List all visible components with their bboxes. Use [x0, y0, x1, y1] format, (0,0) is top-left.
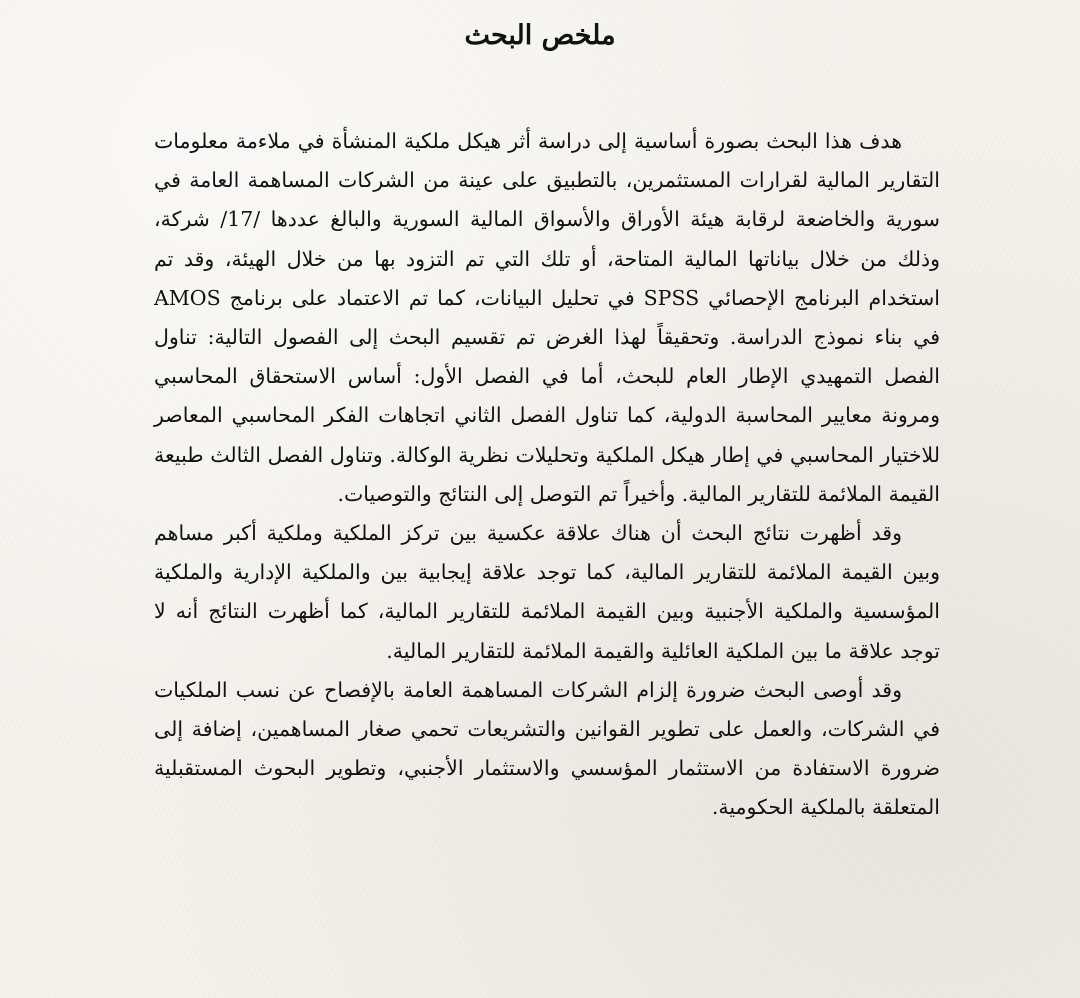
- abstract-paragraph-3: وقد أوصى البحث ضرورة إلزام الشركات المساهمة العامة بالإفصاح عن نسب الملكيات في الشركات، والعمل على تطوير القوانين والتشريعات تحمي صغار المساهمين، إضافة إلى ضرورة الاستفادة من الاستثمار المؤسسي والاستثمار الأجنبي، وتطوير البحوث المستقبلية المتعلقة بالملكية الحكومية.: [154, 677, 940, 820]
- page-title: ملخص البحث: [464, 20, 616, 51]
- abstract-paragraph-1: هدف هذا البحث بصورة أساسية إلى دراسة أثر هيكل ملكية المنشأة في ملاءمة معلومات التقارير المالية لقرارات المستثمرين، بالتطبيق على عينة من الشركات المساهمة العامة في سورية والخاضعة لرقابة هيئة الأوراق والأسواق المالية السورية والبالغ عددها /17/ شركة، وذلك من خلال بياناتها المالية المتاحة، أو تلك التي تم التزود بها من خلال الهيئة، وقد تم استخدام البرنامج الإحصائي SPSS في تحليل البيانات، كما تم الاعتماد على برنامج AMOS في بناء نموذج الدراسة. وتحقيقاً لهذا الغرض تم تقسيم البحث إلى الفصول التالية: تناول الفصل التمهيدي الإطار العام للبحث، أما في الفصل الأول: أساس الاستحقاق المحاسبي ومرونة معايير المحاسبة الدولية، كما تناول الفصل الثاني اتجاهات الفكر المحاسبي المعاصر للاختيار المحاسبي في إطار هيكل الملكية وتحليلات نظرية الوكالة. وتناول الفصل الثالث طبيعة القيمة الملائمة للتقارير المالية. وأخيراً تم التوصل إلى النتائج والتوصيات.: [154, 129, 940, 506]
- abstract-body: [154, 122, 940, 828]
- abstract-paragraph-2: وقد أظهرت نتائج البحث أن هناك علاقة عكسية بين تركز الملكية وملكية أكبر مساهم وبين القيمة الملائمة للتقارير المالية، كما توجد علاقة إيجابية بين والملكية الإدارية والملكية المؤسسية والملكية الأجنبية وبين القيمة الملائمة للتقارير المالية، كما أظهرت النتائج أنه لا توجد علاقة ما بين الملكية العائلية والقيمة الملائمة للتقارير المالية.: [154, 521, 940, 663]
